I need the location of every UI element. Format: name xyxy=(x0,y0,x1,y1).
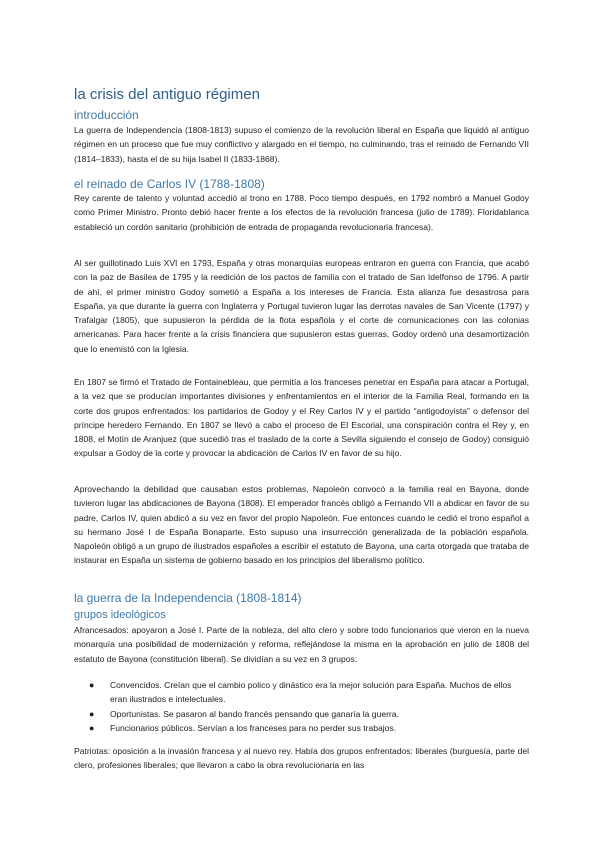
reinado-paragraph-1: Rey carente de talento y voluntad accedió al trono en 1788. Poco tiempo después, en 1792 nombró a Manuel Godoy como Primer Ministro. Pronto debió hacer frente a los efectos de la revolución francesa (julio de 1789). Floridablanca estableció un cordón sanitario (prohibición de entrada de propaganda revolucionaria francesa). xyxy=(74,193,529,232)
afrancesados-paragraph: Afrancesados: apoyaron a José I. Parte de la nobleza, del alto clero y sobre todo funcionarios que vieron en la nueva monarquía una posibilidad de modernización y reforma, reflejándose la misma en la aprobación en julio de 1808 del estatuto de Bayona (constitución liberal). Se dividían a su vez en 3 grupos: xyxy=(74,625,529,664)
patriotas-paragraph: Patriotas: oposición a la invasión francesa y al nuevo rey. Había dos grupos enfrentados: liberales (burguesía, parte del clero, profesiones liberales; que llevaron a cabo la obra revolucionaria en las xyxy=(74,746,529,771)
reinado-paragraph-3: En 1807 se firmó el Tratado de Fontainebleau, que permitía a los franceses penetrar en España para atacar a Portugal, a la vez que se producían importantes divisiones y enfrentamientos en el interior de la Familia Real, formando en la corte dos grupos enfrentados: los partidarios de Godoy y el Rey Carlos IV y el partido “antigodoyista” o defensor del príncipe heredero Fernando. En 1807 se llevó a cabo el proceso de El Escorial, una conspiración contra el Rey y, en 1808, el Motín de Aranjuez (que sucedió tras el traslado de la corte a Sevilla siguiendo el consejo de Godoy) consiguió expulsar a Godoy de la corte y provocar la abdicación de Carlos IV en favor de su hijo. xyxy=(74,377,529,459)
reinado-heading: el reinado de Carlos IV (1788-1808) xyxy=(74,177,265,191)
intro-heading: introducción xyxy=(74,108,139,122)
list-item-text: Convencidos. Creían que el cambio polico y dinástico era la mejor solución para España. Muchos de ellos eran ilustrados e intelectuales. xyxy=(110,680,512,705)
list-item-text: Funcionarios públicos. Servían a los franceses para no perder sus trabajos. xyxy=(110,722,396,733)
intro-paragraph: La guerra de Independencia (1808-1813) supuso el comienzo de la revolución liberal en España que liquidó al antiguo régimen en un proceso que fue muy conflictivo y alargado en el tiempo, no culminando, tras el reinado de Fernando VII (1814–1833), hasta el de su hija Isabel II (1833-1868). xyxy=(74,125,529,164)
bullet-icon: ● xyxy=(89,708,95,719)
list-item xyxy=(74,678,529,707)
list-item xyxy=(74,707,529,721)
list-item-text: Oportunistas. Se pasaron al bando francés pensando que ganaría la guerra. xyxy=(110,708,399,719)
reinado-paragraph-2: Al ser guillotinado Luis XVI en 1793, España y otras monarquías europeas entraron en guerra con Francia, que acabó con la paz de Basilea de 1795 y la reedición de los pactos de familia con el tratado de San Idelfonso de 1796. A partir de ahí, el primer ministro Godoy sometió a España a los intereses de Francia. Esta alianza fue desastrosa para España, ya que durante la guerra con Inglaterra y Portugal tuvieron lugar las derrotas navales de San Vicente (1797) y Trafalgar (1805), que supusieron la pérdida de la flota española y el corte de comunicaciones con las colonias americanas. Para hacer frente a la crisis financiera que supusieron estas guerras, Godoy ordenó una desamortización que lo enemistó con la Iglesia. xyxy=(74,258,529,354)
list-item xyxy=(74,721,529,735)
document-title: la crisis del antiguo régimen xyxy=(74,86,260,103)
bullet-icon: ● xyxy=(89,722,95,733)
guerra-heading: la guerra de la Independencia (1808-1814) xyxy=(74,591,302,605)
bullet-icon: ● xyxy=(89,680,95,690)
afrancesados-groups-list xyxy=(74,678,529,735)
grupos-ideologicos-heading: grupos ideológicos xyxy=(74,609,166,621)
reinado-paragraph-4: Aprovechando la debilidad que causaban estos problemas, Napoleón convocó a la familia real en Bayona, donde tuvieron lugar las abdicaciones de Bayona (1808). El emperador francés obligó a Fernando VII a abdicar en favor de su padre, Carlos IV, quien abdicó a su vez en favor del propio Napoleón. Fue entonces cuando le cedió el trono español a su hermano José I de España Bonaparte. Esto supuso una insurrección generalizada de la población española. Napoleón obligó a un grupo de ilustrados españoles a escribir el estatuto de Bayona, una carta otorgada que trataba de instaurar en España un sistema de gobierno basado en los principios del liberalismo político. xyxy=(74,484,529,566)
